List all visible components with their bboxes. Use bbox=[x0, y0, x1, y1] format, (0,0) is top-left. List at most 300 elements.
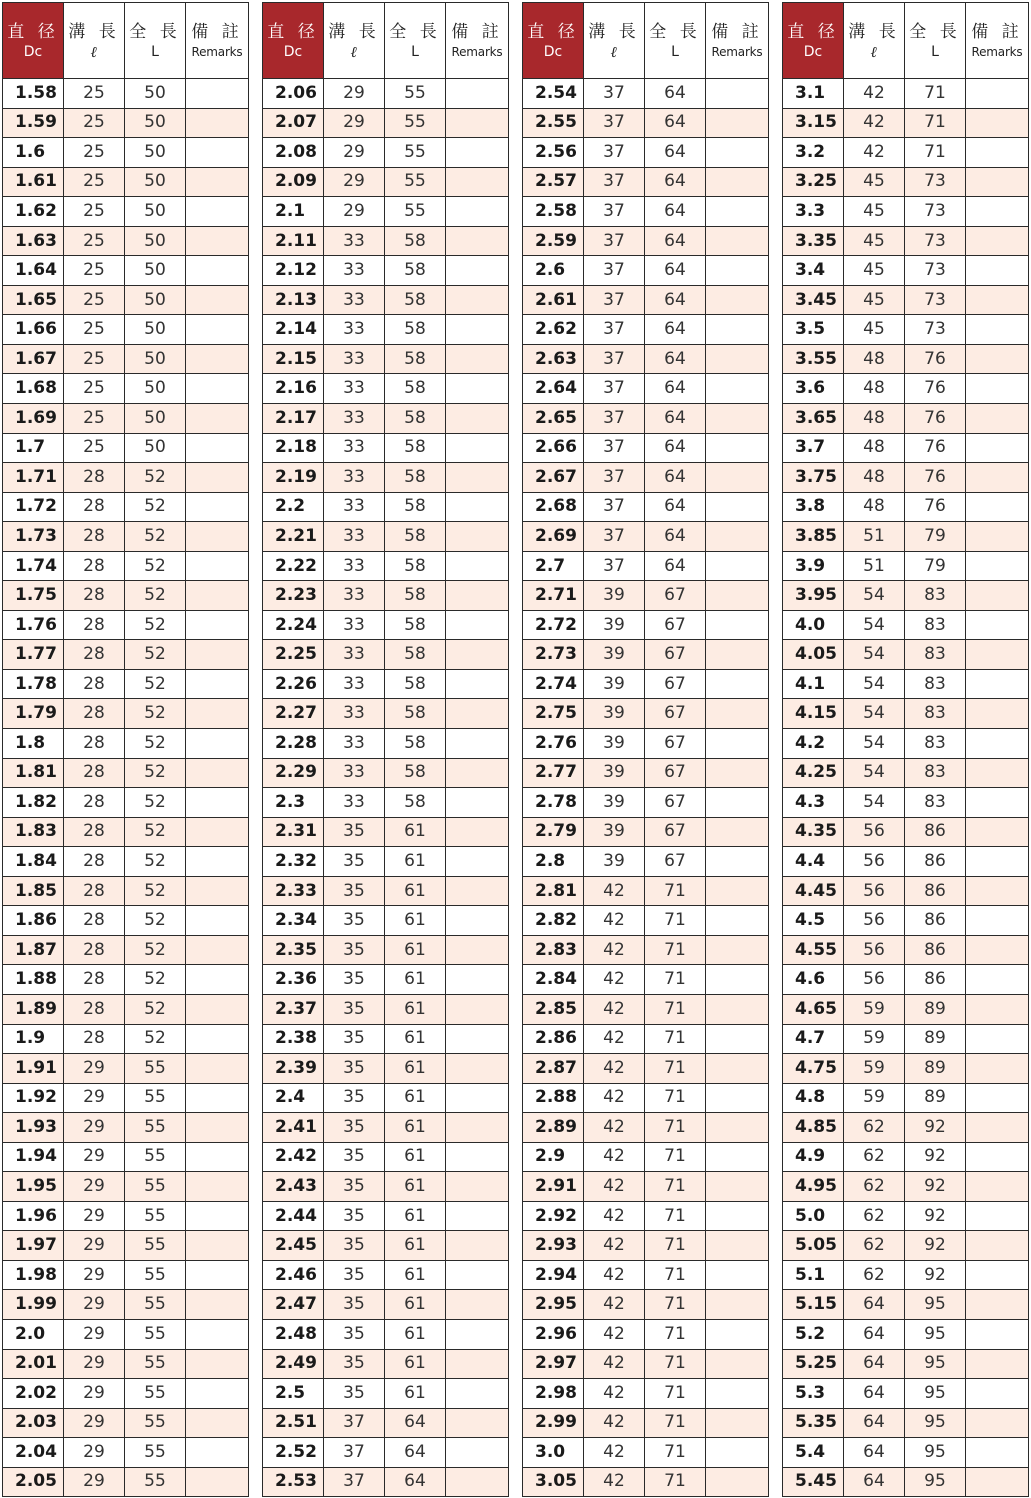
overall-length-cell: 52 bbox=[125, 492, 186, 522]
flute-length-cell: 35 bbox=[324, 1201, 385, 1231]
flute-length-header-en: ℓ bbox=[870, 42, 878, 61]
overall-length-cell: 50 bbox=[125, 138, 186, 168]
table-row bbox=[783, 965, 1029, 995]
remarks-header-jp: 備 註 bbox=[451, 21, 503, 42]
overall-length-cell: 50 bbox=[125, 404, 186, 434]
remarks-cell bbox=[446, 729, 509, 759]
table-row bbox=[263, 108, 509, 138]
remarks-cell bbox=[966, 1201, 1029, 1231]
overall-length-cell: 95 bbox=[905, 1379, 966, 1409]
flute-length-cell: 29 bbox=[64, 1260, 125, 1290]
flute-length-header-jp: 溝 長 bbox=[848, 21, 900, 42]
remarks-cell bbox=[446, 492, 509, 522]
table-row bbox=[263, 1379, 509, 1409]
overall-length-cell: 92 bbox=[905, 1231, 966, 1261]
diameter-cell: 2.59 bbox=[523, 226, 584, 256]
flute-length-cell: 33 bbox=[324, 669, 385, 699]
diameter-cell: 2.08 bbox=[263, 138, 324, 168]
flute-length-cell: 29 bbox=[324, 79, 385, 109]
table-header bbox=[3, 3, 249, 79]
overall-length-cell: 95 bbox=[905, 1467, 966, 1497]
remarks-cell bbox=[186, 1142, 249, 1172]
flute-length-cell: 25 bbox=[64, 108, 125, 138]
diameter-cell: 2.43 bbox=[263, 1172, 324, 1202]
flute-length-cell: 42 bbox=[584, 1379, 645, 1409]
remarks-cell bbox=[186, 669, 249, 699]
table-row bbox=[783, 404, 1029, 434]
diameter-cell: 2.71 bbox=[523, 581, 584, 611]
flute-length-cell: 39 bbox=[584, 847, 645, 877]
table-row bbox=[3, 994, 249, 1024]
flute-length-cell: 33 bbox=[324, 344, 385, 374]
diameter-cell: 2.39 bbox=[263, 1054, 324, 1084]
table-row bbox=[523, 1231, 769, 1261]
flute-length-cell: 42 bbox=[584, 1231, 645, 1261]
diameter-cell: 2.53 bbox=[263, 1467, 324, 1497]
diameter-cell: 2.26 bbox=[263, 669, 324, 699]
flute-length-header bbox=[324, 3, 385, 79]
overall-length-cell: 58 bbox=[385, 315, 446, 345]
table-row bbox=[523, 315, 769, 345]
remarks-cell bbox=[966, 551, 1029, 581]
remarks-cell bbox=[446, 1024, 509, 1054]
remarks-cell bbox=[186, 374, 249, 404]
diameter-cell: 4.4 bbox=[783, 847, 844, 877]
table-row bbox=[523, 699, 769, 729]
table-row bbox=[3, 344, 249, 374]
overall-length-header-en: L bbox=[151, 43, 159, 60]
diameter-cell: 4.95 bbox=[783, 1172, 844, 1202]
overall-length-cell: 58 bbox=[385, 788, 446, 818]
flute-length-cell: 45 bbox=[844, 167, 905, 197]
table-row bbox=[523, 374, 769, 404]
table-row bbox=[263, 1408, 509, 1438]
table-row bbox=[3, 138, 249, 168]
diameter-cell: 1.76 bbox=[3, 610, 64, 640]
table-row bbox=[783, 1054, 1029, 1084]
table-row bbox=[3, 167, 249, 197]
table-row bbox=[783, 79, 1029, 109]
remarks-cell bbox=[446, 167, 509, 197]
diameter-cell: 1.92 bbox=[3, 1083, 64, 1113]
remarks-header-jp: 備 註 bbox=[971, 21, 1023, 42]
remarks-cell bbox=[186, 1379, 249, 1409]
flute-length-cell: 48 bbox=[844, 463, 905, 493]
diameter-cell: 5.2 bbox=[783, 1319, 844, 1349]
overall-length-cell: 52 bbox=[125, 581, 186, 611]
remarks-cell bbox=[966, 788, 1029, 818]
overall-length-cell: 64 bbox=[385, 1438, 446, 1468]
table-row bbox=[3, 285, 249, 315]
diameter-cell: 1.94 bbox=[3, 1142, 64, 1172]
flute-length-cell: 56 bbox=[844, 965, 905, 995]
flute-length-cell: 54 bbox=[844, 581, 905, 611]
flute-length-cell: 39 bbox=[584, 758, 645, 788]
flute-length-cell: 45 bbox=[844, 315, 905, 345]
flute-length-cell: 42 bbox=[584, 1408, 645, 1438]
diameter-cell: 2.91 bbox=[523, 1172, 584, 1202]
flute-length-cell: 28 bbox=[64, 669, 125, 699]
diameter-header-jp: 直 径 bbox=[7, 21, 59, 42]
diameter-cell: 4.15 bbox=[783, 699, 844, 729]
remarks-cell bbox=[186, 138, 249, 168]
flute-length-cell: 37 bbox=[584, 344, 645, 374]
overall-length-cell: 76 bbox=[905, 344, 966, 374]
remarks-cell bbox=[186, 906, 249, 936]
overall-length-cell: 61 bbox=[385, 1319, 446, 1349]
remarks-cell bbox=[706, 1142, 769, 1172]
overall-length-cell: 73 bbox=[905, 285, 966, 315]
overall-length-header bbox=[905, 3, 966, 79]
flute-length-cell: 42 bbox=[584, 1201, 645, 1231]
remarks-cell bbox=[446, 226, 509, 256]
diameter-cell: 2.92 bbox=[523, 1201, 584, 1231]
remarks-cell bbox=[446, 1231, 509, 1261]
remarks-cell bbox=[966, 965, 1029, 995]
overall-length-cell: 86 bbox=[905, 847, 966, 877]
diameter-cell: 2.74 bbox=[523, 669, 584, 699]
overall-length-cell: 71 bbox=[645, 1379, 706, 1409]
spec-table-3 bbox=[522, 2, 769, 1497]
table-row bbox=[523, 788, 769, 818]
diameter-cell: 2.34 bbox=[263, 906, 324, 936]
flute-length-cell: 37 bbox=[584, 551, 645, 581]
overall-length-cell: 71 bbox=[645, 876, 706, 906]
overall-length-cell: 55 bbox=[125, 1349, 186, 1379]
diameter-cell: 3.0 bbox=[523, 1438, 584, 1468]
table-row bbox=[3, 1201, 249, 1231]
overall-length-cell: 61 bbox=[385, 1083, 446, 1113]
remarks-cell bbox=[446, 344, 509, 374]
diameter-cell: 2.73 bbox=[523, 640, 584, 670]
table-row bbox=[3, 1290, 249, 1320]
overall-length-header bbox=[645, 3, 706, 79]
table-row bbox=[523, 1349, 769, 1379]
table-row bbox=[783, 344, 1029, 374]
table-row bbox=[3, 906, 249, 936]
remarks-cell bbox=[186, 197, 249, 227]
flute-length-cell: 59 bbox=[844, 994, 905, 1024]
table-row bbox=[783, 1231, 1029, 1261]
table-row bbox=[523, 551, 769, 581]
table-row bbox=[3, 876, 249, 906]
flute-length-cell: 28 bbox=[64, 522, 125, 552]
diameter-cell: 2.68 bbox=[523, 492, 584, 522]
overall-length-cell: 55 bbox=[385, 79, 446, 109]
table-row bbox=[3, 729, 249, 759]
overall-length-cell: 58 bbox=[385, 522, 446, 552]
remarks-cell bbox=[706, 285, 769, 315]
flute-length-cell: 28 bbox=[64, 492, 125, 522]
diameter-cell: 4.0 bbox=[783, 610, 844, 640]
flute-length-cell: 42 bbox=[584, 1260, 645, 1290]
table-row bbox=[523, 729, 769, 759]
diameter-cell: 2.94 bbox=[523, 1260, 584, 1290]
overall-length-cell: 50 bbox=[125, 344, 186, 374]
flute-length-cell: 28 bbox=[64, 935, 125, 965]
flute-length-cell: 42 bbox=[584, 1054, 645, 1084]
flute-length-cell: 37 bbox=[584, 522, 645, 552]
diameter-cell: 2.12 bbox=[263, 256, 324, 286]
diameter-cell: 1.59 bbox=[3, 108, 64, 138]
table-body bbox=[3, 79, 249, 1497]
remarks-cell bbox=[706, 788, 769, 818]
remarks-cell bbox=[966, 1260, 1029, 1290]
diameter-cell: 1.68 bbox=[3, 374, 64, 404]
overall-length-cell: 61 bbox=[385, 1260, 446, 1290]
overall-length-cell: 71 bbox=[645, 1408, 706, 1438]
overall-length-cell: 71 bbox=[645, 1290, 706, 1320]
flute-length-cell: 64 bbox=[844, 1408, 905, 1438]
diameter-cell: 2.28 bbox=[263, 729, 324, 759]
overall-length-cell: 55 bbox=[385, 197, 446, 227]
diameter-cell: 1.67 bbox=[3, 344, 64, 374]
table-row bbox=[3, 1408, 249, 1438]
table-row bbox=[263, 492, 509, 522]
table-row bbox=[523, 935, 769, 965]
flute-length-cell: 45 bbox=[844, 226, 905, 256]
remarks-header-en: Remarks bbox=[711, 44, 763, 59]
table-row bbox=[263, 1083, 509, 1113]
table-row bbox=[783, 1260, 1029, 1290]
flute-length-cell: 42 bbox=[844, 79, 905, 109]
overall-length-cell: 55 bbox=[125, 1319, 186, 1349]
flute-length-cell: 64 bbox=[844, 1467, 905, 1497]
table-body bbox=[783, 79, 1029, 1497]
table-row bbox=[783, 817, 1029, 847]
table-row bbox=[523, 1467, 769, 1497]
remarks-cell bbox=[966, 1083, 1029, 1113]
diameter-cell: 5.25 bbox=[783, 1349, 844, 1379]
diameter-cell: 2.44 bbox=[263, 1201, 324, 1231]
table-row bbox=[783, 433, 1029, 463]
overall-length-cell: 73 bbox=[905, 256, 966, 286]
flute-length-cell: 28 bbox=[64, 729, 125, 759]
diameter-cell: 2.63 bbox=[523, 344, 584, 374]
remarks-cell bbox=[706, 906, 769, 936]
remarks-header bbox=[186, 3, 249, 79]
flute-length-cell: 25 bbox=[64, 256, 125, 286]
flute-length-cell: 29 bbox=[64, 1201, 125, 1231]
diameter-header bbox=[523, 3, 584, 79]
remarks-cell bbox=[966, 1467, 1029, 1497]
table-row bbox=[263, 551, 509, 581]
remarks-cell bbox=[446, 551, 509, 581]
diameter-cell: 4.75 bbox=[783, 1054, 844, 1084]
remarks-cell bbox=[966, 581, 1029, 611]
flute-length-cell: 64 bbox=[844, 1290, 905, 1320]
flute-length-cell: 28 bbox=[64, 876, 125, 906]
remarks-cell bbox=[446, 788, 509, 818]
overall-length-cell: 61 bbox=[385, 876, 446, 906]
table-row bbox=[3, 935, 249, 965]
flute-length-cell: 28 bbox=[64, 788, 125, 818]
table-row bbox=[3, 669, 249, 699]
diameter-cell: 2.1 bbox=[263, 197, 324, 227]
flute-length-cell: 35 bbox=[324, 1231, 385, 1261]
remarks-cell bbox=[446, 1201, 509, 1231]
table-row bbox=[263, 817, 509, 847]
overall-length-cell: 58 bbox=[385, 699, 446, 729]
overall-length-cell: 52 bbox=[125, 876, 186, 906]
flute-length-cell: 35 bbox=[324, 935, 385, 965]
diameter-cell: 3.2 bbox=[783, 138, 844, 168]
table-row bbox=[3, 1142, 249, 1172]
diameter-cell: 1.58 bbox=[3, 79, 64, 109]
diameter-header-en: Dc bbox=[23, 43, 43, 60]
overall-length-cell: 58 bbox=[385, 433, 446, 463]
table-row bbox=[3, 610, 249, 640]
flute-length-cell: 42 bbox=[584, 1083, 645, 1113]
overall-length-cell: 52 bbox=[125, 1024, 186, 1054]
table-row bbox=[263, 965, 509, 995]
diameter-cell: 2.3 bbox=[263, 788, 324, 818]
remarks-cell bbox=[706, 965, 769, 995]
table-row bbox=[523, 492, 769, 522]
flute-length-cell: 33 bbox=[324, 581, 385, 611]
overall-length-cell: 86 bbox=[905, 876, 966, 906]
diameter-cell: 2.52 bbox=[263, 1438, 324, 1468]
overall-length-cell: 89 bbox=[905, 1054, 966, 1084]
flute-length-cell: 51 bbox=[844, 522, 905, 552]
overall-length-cell: 55 bbox=[125, 1408, 186, 1438]
overall-length-cell: 55 bbox=[385, 167, 446, 197]
remarks-cell bbox=[706, 374, 769, 404]
overall-length-cell: 92 bbox=[905, 1260, 966, 1290]
diameter-cell: 2.99 bbox=[523, 1408, 584, 1438]
overall-length-cell: 58 bbox=[385, 758, 446, 788]
diameter-cell: 2.4 bbox=[263, 1083, 324, 1113]
remarks-header-jp: 備 註 bbox=[191, 21, 243, 42]
remarks-cell bbox=[706, 581, 769, 611]
table-row bbox=[3, 551, 249, 581]
overall-length-cell: 64 bbox=[645, 344, 706, 374]
table-row bbox=[783, 256, 1029, 286]
remarks-cell bbox=[186, 1201, 249, 1231]
remarks-cell bbox=[706, 197, 769, 227]
remarks-cell bbox=[186, 729, 249, 759]
flute-length-cell: 33 bbox=[324, 788, 385, 818]
diameter-cell: 2.06 bbox=[263, 79, 324, 109]
flute-length-cell: 62 bbox=[844, 1113, 905, 1143]
flute-length-cell: 29 bbox=[64, 1408, 125, 1438]
remarks-cell bbox=[446, 1260, 509, 1290]
diameter-cell: 2.87 bbox=[523, 1054, 584, 1084]
diameter-cell: 2.76 bbox=[523, 729, 584, 759]
remarks-cell bbox=[186, 315, 249, 345]
table-row bbox=[783, 1349, 1029, 1379]
diameter-cell: 1.7 bbox=[3, 433, 64, 463]
table-row bbox=[783, 581, 1029, 611]
table-row bbox=[783, 610, 1029, 640]
overall-length-header-jp: 全 長 bbox=[909, 21, 961, 42]
diameter-cell: 2.85 bbox=[523, 994, 584, 1024]
table-row bbox=[263, 610, 509, 640]
diameter-cell: 3.65 bbox=[783, 404, 844, 434]
overall-length-cell: 67 bbox=[645, 640, 706, 670]
overall-length-cell: 64 bbox=[645, 79, 706, 109]
diameter-header bbox=[3, 3, 64, 79]
diameter-cell: 4.85 bbox=[783, 1113, 844, 1143]
diameter-cell: 2.11 bbox=[263, 226, 324, 256]
overall-length-cell: 52 bbox=[125, 640, 186, 670]
diameter-cell: 2.05 bbox=[3, 1467, 64, 1497]
flute-length-cell: 25 bbox=[64, 404, 125, 434]
remarks-cell bbox=[966, 610, 1029, 640]
remarks-cell bbox=[966, 522, 1029, 552]
remarks-cell bbox=[186, 344, 249, 374]
table-row bbox=[263, 374, 509, 404]
flute-length-header bbox=[64, 3, 125, 79]
flute-length-cell: 62 bbox=[844, 1172, 905, 1202]
diameter-cell: 2.04 bbox=[3, 1438, 64, 1468]
remarks-cell bbox=[706, 699, 769, 729]
diameter-cell: 1.62 bbox=[3, 197, 64, 227]
flute-length-cell: 42 bbox=[584, 1142, 645, 1172]
flute-length-cell: 45 bbox=[844, 197, 905, 227]
diameter-cell: 1.77 bbox=[3, 640, 64, 670]
flute-length-cell: 48 bbox=[844, 374, 905, 404]
overall-length-cell: 52 bbox=[125, 906, 186, 936]
diameter-cell: 3.55 bbox=[783, 344, 844, 374]
flute-length-cell: 42 bbox=[584, 876, 645, 906]
table-row bbox=[3, 1083, 249, 1113]
overall-length-cell: 61 bbox=[385, 1349, 446, 1379]
table-row bbox=[263, 1113, 509, 1143]
table-row bbox=[783, 788, 1029, 818]
overall-length-cell: 89 bbox=[905, 1083, 966, 1113]
overall-length-cell: 55 bbox=[125, 1054, 186, 1084]
overall-length-cell: 58 bbox=[385, 344, 446, 374]
diameter-cell: 3.7 bbox=[783, 433, 844, 463]
table-row bbox=[3, 1467, 249, 1497]
table-row bbox=[3, 433, 249, 463]
overall-length-cell: 86 bbox=[905, 965, 966, 995]
remarks-header-en: Remarks bbox=[451, 44, 503, 59]
remarks-cell bbox=[706, 994, 769, 1024]
table-row bbox=[263, 1054, 509, 1084]
diameter-cell: 1.81 bbox=[3, 758, 64, 788]
diameter-cell: 3.4 bbox=[783, 256, 844, 286]
flute-length-cell: 35 bbox=[324, 1379, 385, 1409]
diameter-cell: 2.97 bbox=[523, 1349, 584, 1379]
table-row bbox=[783, 551, 1029, 581]
diameter-cell: 1.95 bbox=[3, 1172, 64, 1202]
overall-length-cell: 58 bbox=[385, 610, 446, 640]
overall-length-cell: 64 bbox=[385, 1408, 446, 1438]
diameter-cell: 2.66 bbox=[523, 433, 584, 463]
remarks-cell bbox=[446, 669, 509, 699]
overall-length-cell: 64 bbox=[645, 108, 706, 138]
overall-length-cell: 58 bbox=[385, 404, 446, 434]
flute-length-cell: 39 bbox=[584, 610, 645, 640]
table-row bbox=[3, 463, 249, 493]
flute-length-cell: 51 bbox=[844, 551, 905, 581]
flute-length-cell: 56 bbox=[844, 817, 905, 847]
diameter-cell: 1.9 bbox=[3, 1024, 64, 1054]
table-row bbox=[783, 1113, 1029, 1143]
flute-length-cell: 59 bbox=[844, 1024, 905, 1054]
diameter-cell: 2.2 bbox=[263, 492, 324, 522]
remarks-cell bbox=[186, 610, 249, 640]
remarks-cell bbox=[446, 640, 509, 670]
overall-length-cell: 61 bbox=[385, 1113, 446, 1143]
diameter-cell: 2.35 bbox=[263, 935, 324, 965]
overall-length-cell: 71 bbox=[905, 138, 966, 168]
flute-length-cell: 37 bbox=[584, 226, 645, 256]
diameter-cell: 2.57 bbox=[523, 167, 584, 197]
table-row bbox=[263, 699, 509, 729]
